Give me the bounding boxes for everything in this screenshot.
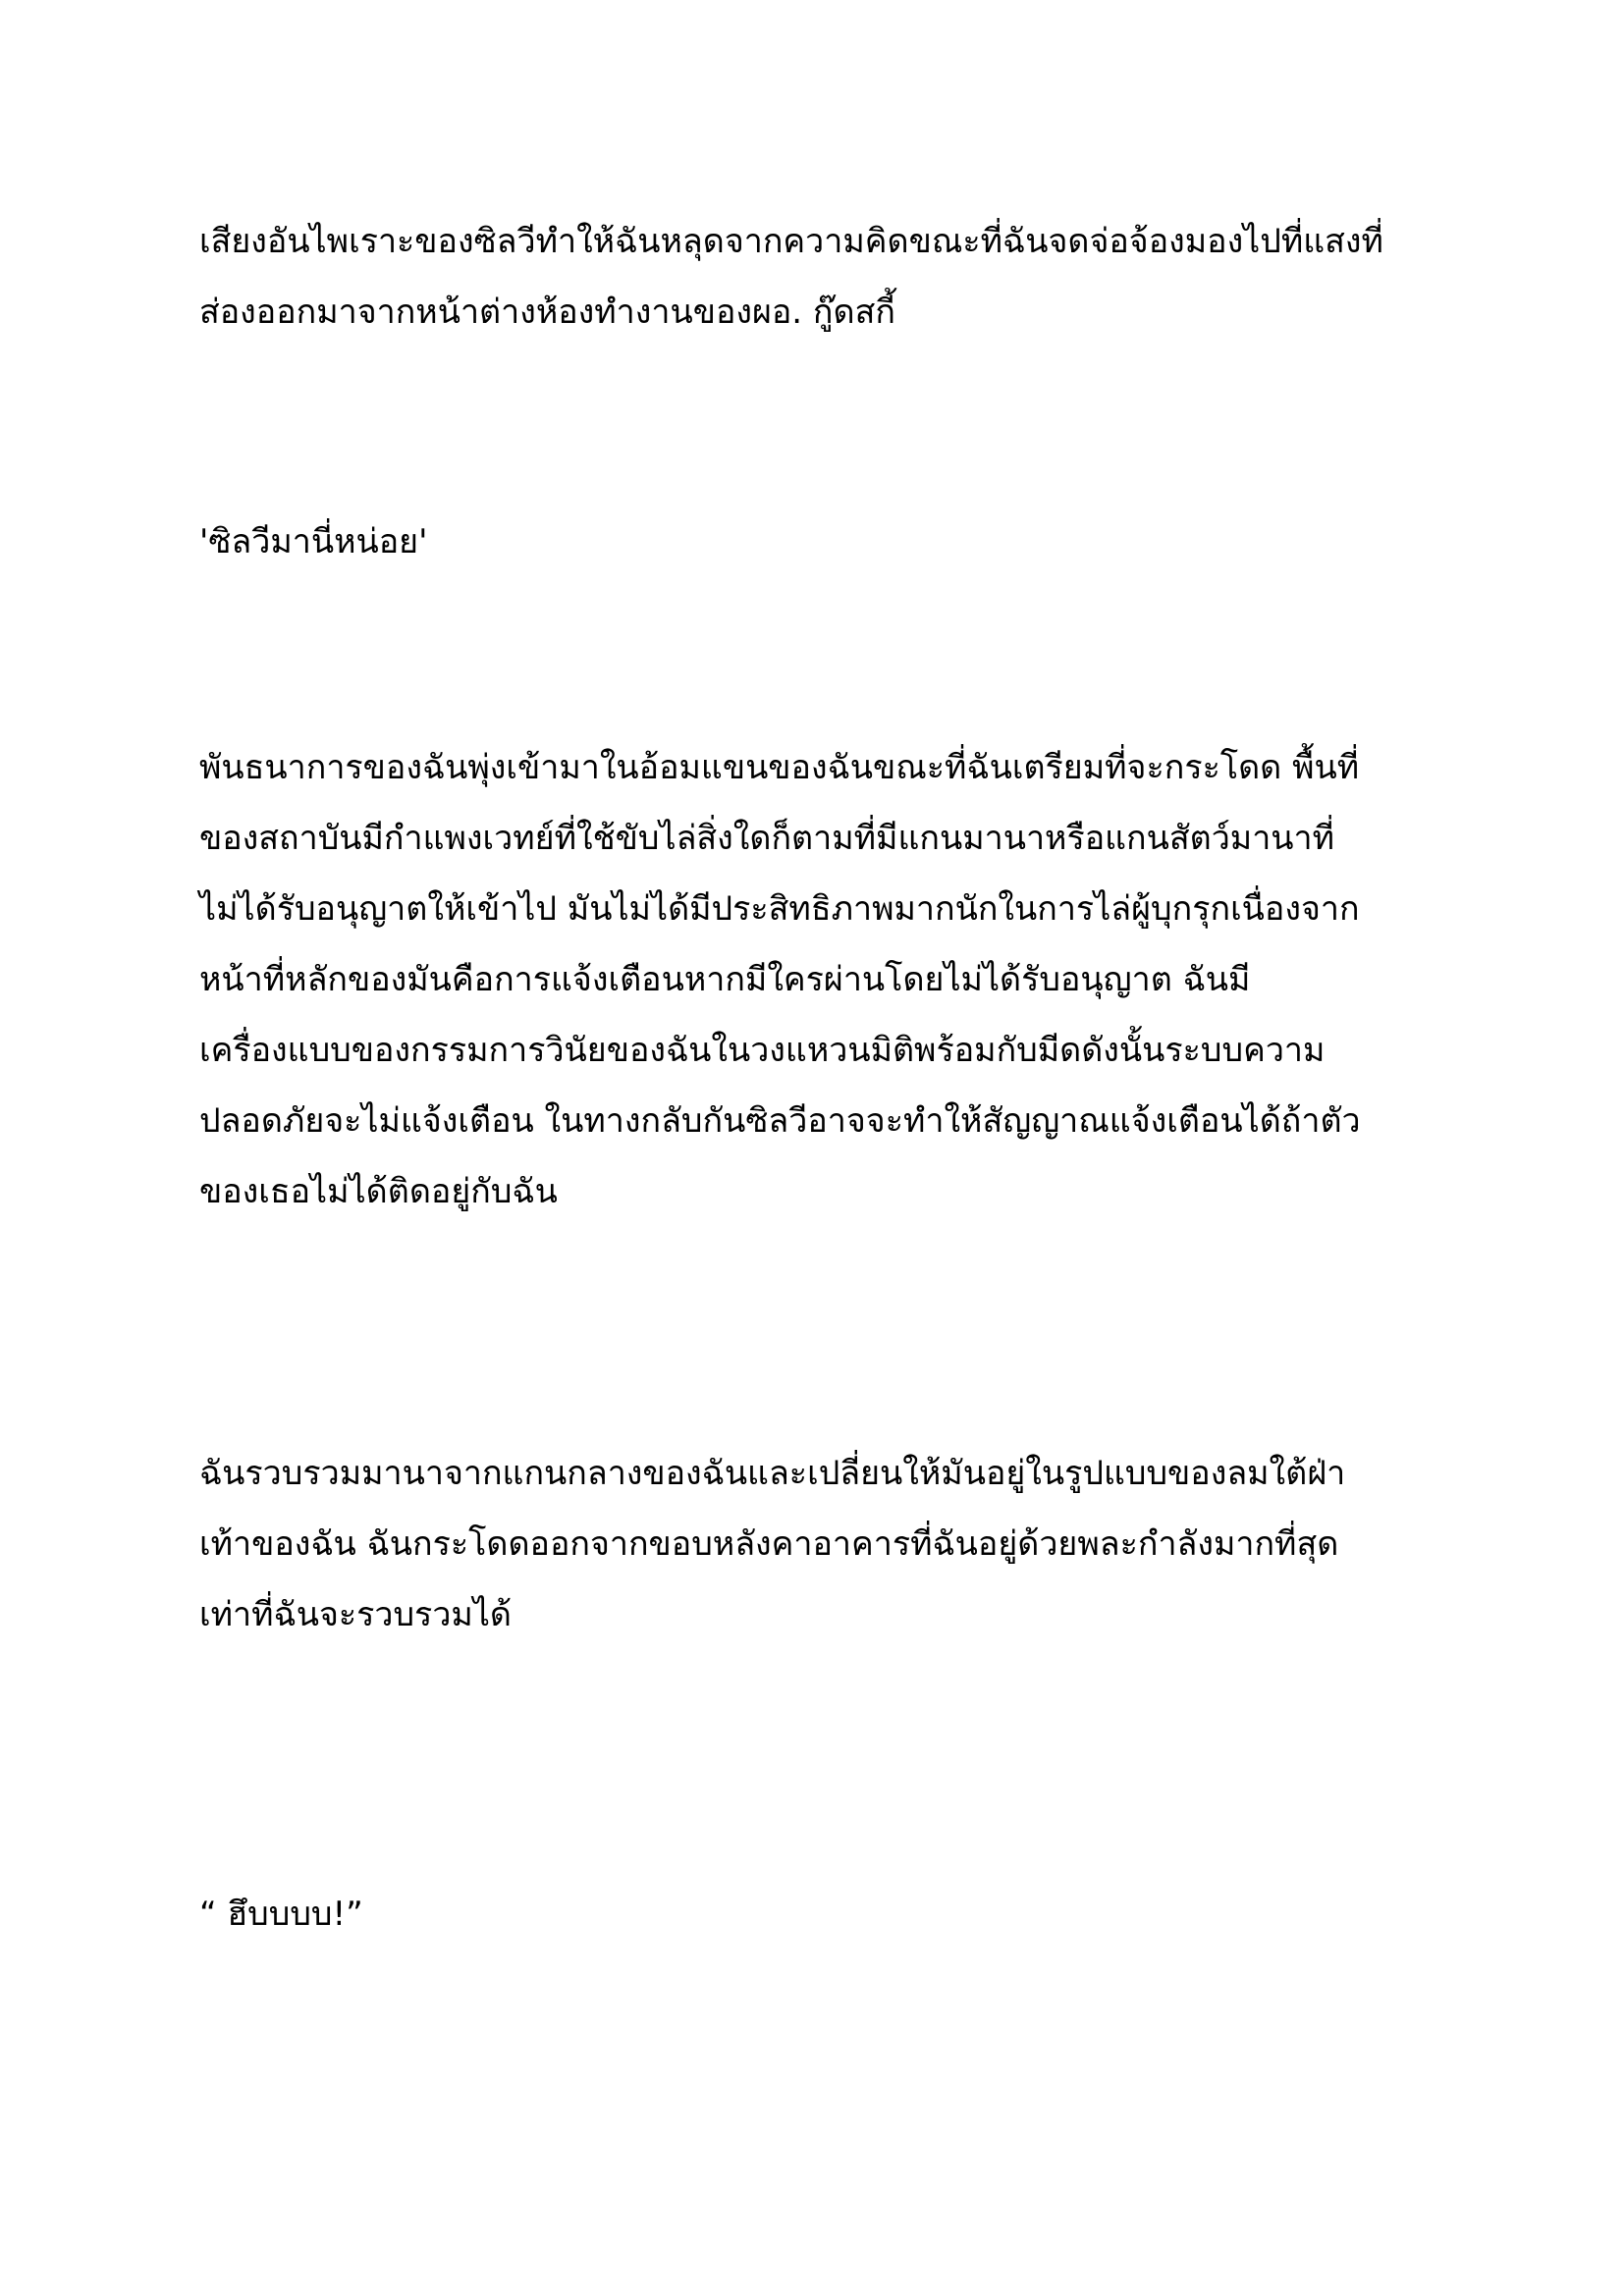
text-line: 'ซิลวีมานี่หน่อย' <box>199 522 428 561</box>
text-line: เสียงอันไพเราะของซิลวีทำให้ฉันหลุดจากความคิดขณะที่ฉันจดจ่อจ้องมองไปที่แสงที่ <box>199 222 1383 261</box>
text-line: เท้าของฉัน ฉันกระโดดออกจากขอบหลังคาอาคารที่ฉันอยู่ด้วยพละกำลังมากที่สุด <box>199 1524 1339 1564</box>
text-line: หน้าที่หลักของมันคือการแจ้งเตือนหากมีใครผ่านโดยไม่ได้รับอนุญาต ฉันมี <box>199 960 1251 999</box>
paragraph-narration-3 <box>199 1438 1436 1650</box>
text-line: “ ฮึบบบบ!” <box>199 1895 363 1934</box>
paragraph-dialogue-2 <box>199 1879 1436 1949</box>
text-line: เท่าที่ฉันจะรวบรวมได้ <box>199 1595 513 1634</box>
paragraph-narration-2 <box>199 732 1436 1227</box>
paragraph-narration-1 <box>199 206 1436 347</box>
text-line: ของเธอไม่ได้ติดอยู่กับฉัน <box>199 1172 558 1211</box>
text-line: ปลอดภัยจะไม่แจ้งเตือน ในทางกลับกันซิลวีอาจจะทำให้สัญญาณแจ้งเตือนได้ถ้าตัว <box>199 1101 1361 1141</box>
text-line: เครื่องแบบของกรรมการวินัยของฉันในวงแหวนมิติพร้อมกับมีดดังนั้นระบบความ <box>199 1031 1326 1070</box>
text-line: ฉันรวบรวมมานาจากแกนกลางของฉันและเปลี่ยนให้มันอยู่ในรูปแบบของลมใต้ฝ่า <box>199 1454 1346 1493</box>
text-line: พันธนาการของฉันพุ่งเข้ามาในอ้อมแขนของฉันขณะที่ฉันเตรียมที่จะกระโดด พื้นที่ <box>199 748 1360 787</box>
text-line: ของสถาบันมีกำแพงเวทย์ที่ใช้ขับไล่สิ่งใดก็ตามที่มีแกนมานาหรือแกนสัตว์มานาที่ <box>199 819 1335 858</box>
text-line: ไม่ได้รับอนุญาตให้เข้าไป มันไม่ได้มีประสิทธิภาพมากนักในการไล่ผู้บุกรุกเนื่องจาก <box>199 889 1360 929</box>
text-line: ส่องออกมาจากหน้าต่างห้องทำงานของผอ. กู๊ดสกี้ <box>199 293 895 332</box>
paragraph-dialogue-1 <box>199 507 1436 577</box>
